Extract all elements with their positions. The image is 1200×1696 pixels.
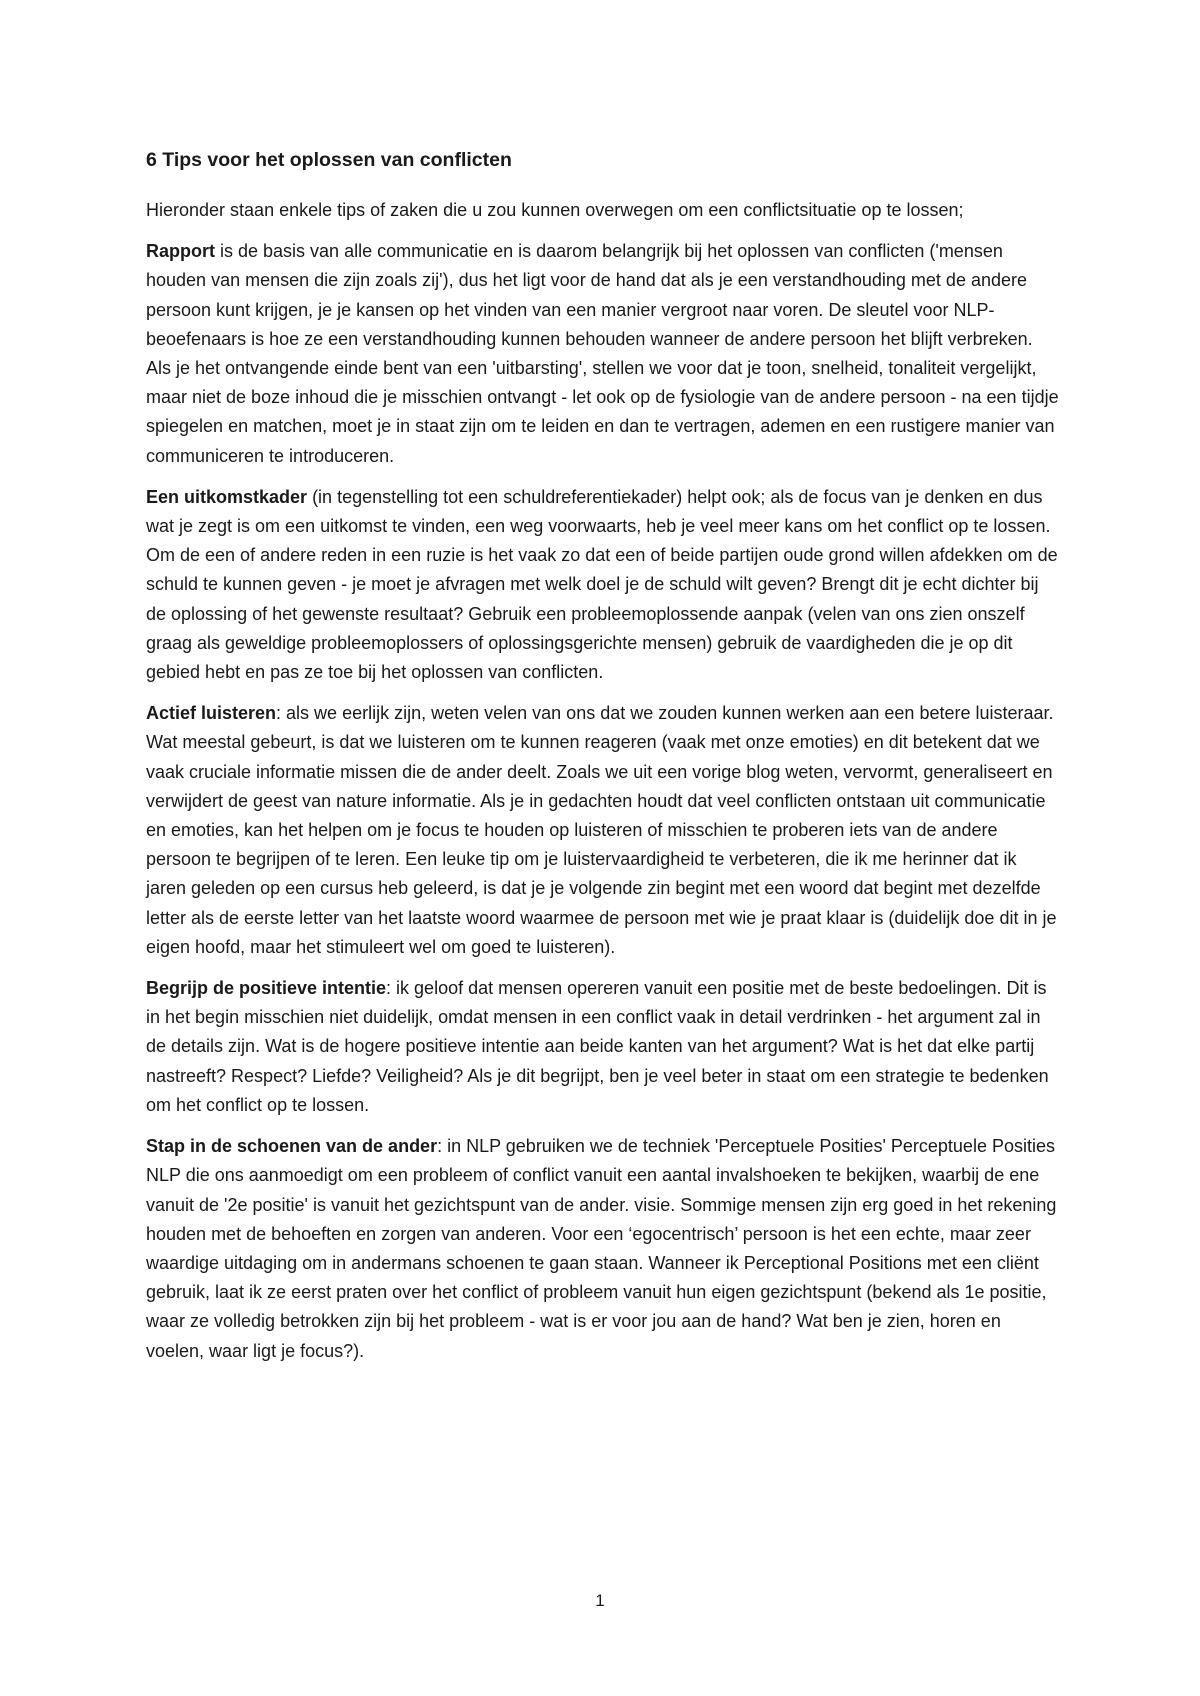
section-uitkomstkader (146, 483, 1060, 687)
section-lead: Rapport (146, 241, 215, 262)
section-lead: Actief luisteren (146, 703, 277, 724)
section-text: : ik geloof dat mensen opereren vanuit een positie met de beste bedoelingen. Dit is in het begin misschien niet duidelijk, omdat mensen in een conflict vaak in detail verdrinken - het argument zal in de details zijn. Wat is de hogere positieve intentie aan beide kanten van het argument? Wat is het dat elke partij nastreeft? Respect? Liefde? Veiligheid? Als je dit begrijpt, ben je veel beter in staat om een strategie te bedenken om het conflict op te lossen. (146, 978, 1049, 1115)
section-lead: Begrijp de positieve intentie (146, 978, 387, 999)
document-title: 6 Tips voor het oplossen van conflicten (146, 149, 512, 171)
section-schoenen-ander (146, 1132, 1060, 1366)
section-text: (in tegenstelling tot een schuldreferentiekader) helpt ook; als de focus van je denken en dus wat je zegt is om een uitkomst te vinden, een weg voorwaarts, heb je veel meer kans om het conflict op te lossen. Om de een of andere reden in een ruzie is het vaak zo dat een of beide partijen oude grond willen afdekken om de schuld te kunnen geven - je moet je afvragen met welk doel je de schuld wilt geven? Brengt dit je echt dichter bij de oplossing of het gewenste resultaat? Gebruik een probleemoplossende aanpak (velen van ons zien onszelf graag als geweldige probleemoplossers of oplossingsgerichte mensen) gebruik de vaardigheden die je op dit gebied hebt en pas ze toe bij het oplossen van conflicten. (146, 486, 1058, 683)
section-rapport (146, 237, 1060, 471)
section-text: : in NLP gebruiken we de techniek 'Perceptuele Posities' Perceptuele Posities NLP die ons aanmoedigt om een probleem of conflict vanuit een aantal invalshoeken te bekijken, waarbij de ene vanuit de '2e positie' is vanuit het gezichtspunt van de ander. visie. Sommige mensen zijn erg goed in het rekening houden met de behoeften en zorgen van anderen. Voor een ‘egocentrisch’ persoon is het een echte, maar zeer waardige uitdaging om in andermans schoenen te gaan staan. Wanneer ik Perceptional Positions met een cliënt gebruik, laat ik ze eerst praten over het conflict of probleem vanuit hun eigen gezichtspunt (bekend als 1e positie, waar ze volledig betrokken zijn bij het probleem - wat is er voor jou aan de hand? Wat ben je zien, horen en voelen, waar ligt je focus?). (146, 1136, 1057, 1361)
document-page (146, 146, 1060, 1378)
intro-paragraph: Hieronder staan enkele tips of zaken die u zou kunnen overwegen om een conflictsituatie op te lossen; (146, 200, 964, 220)
section-lead: Een uitkomstkader (146, 486, 308, 507)
page-number: 1 (595, 1591, 605, 1610)
section-actief-luisteren (146, 699, 1060, 962)
section-text: : als we eerlijk zijn, weten velen van ons dat we zouden kunnen werken aan een betere luisteraar. Wat meestal gebeurt, is dat we luisteren om te kunnen reageren (vaak met onze emoties) en dit betekent dat we vaak cruciale informatie missen die de ander deelt. Zoals we uit een vorige blog weten, vervormt, generaliseert en verwijdert de geest van nature informatie. Als je in gedachten houdt dat veel conflicten ontstaan uit communicatie en emoties, kan het helpen om je focus te houden op luisteren of misschien te proberen iets van de andere persoon te begrijpen of te leren. Een leuke tip om je luistervaardigheid te verbeteren, die ik me herinner dat ik jaren geleden op een cursus heb geleerd, is dat je je volgende zin begint met een woord dat begint met dezelfde letter als de eerste letter van het laatste woord waarmee de persoon met wie je praat klaar is (duidelijk doe dit in je eigen hoofd, maar het stimuleert wel om goed te luisteren). (146, 703, 1057, 957)
section-lead: Stap in de schoenen van de ander (146, 1136, 438, 1157)
section-text: is de basis van alle communicatie en is daarom belangrijk bij het oplossen van conflicten ('mensen houden van mensen die zijn zoals zij'), dus het ligt voor de hand dat als je een verstandhouding met de andere persoon kunt krijgen, je je kansen op het vinden van een manier vergroot naar voren. De sleutel voor NLP-beoefenaars is hoe ze een verstandhouding kunnen behouden wanneer de andere persoon het blijft verbreken. Als je het ontvangende einde bent van een 'uitbarsting', stellen we voor dat je toon, snelheid, tonaliteit vergelijkt, maar niet de boze inhoud die je misschien ontvangt - let ook op de fysiologie van de andere persoon - na een tijdje spiegelen en matchen, moet je in staat zijn om te leiden en dan te vertragen, ademen en een rustigere manier van communiceren te introduceren. (146, 241, 1059, 466)
section-positieve-intentie (146, 974, 1060, 1120)
